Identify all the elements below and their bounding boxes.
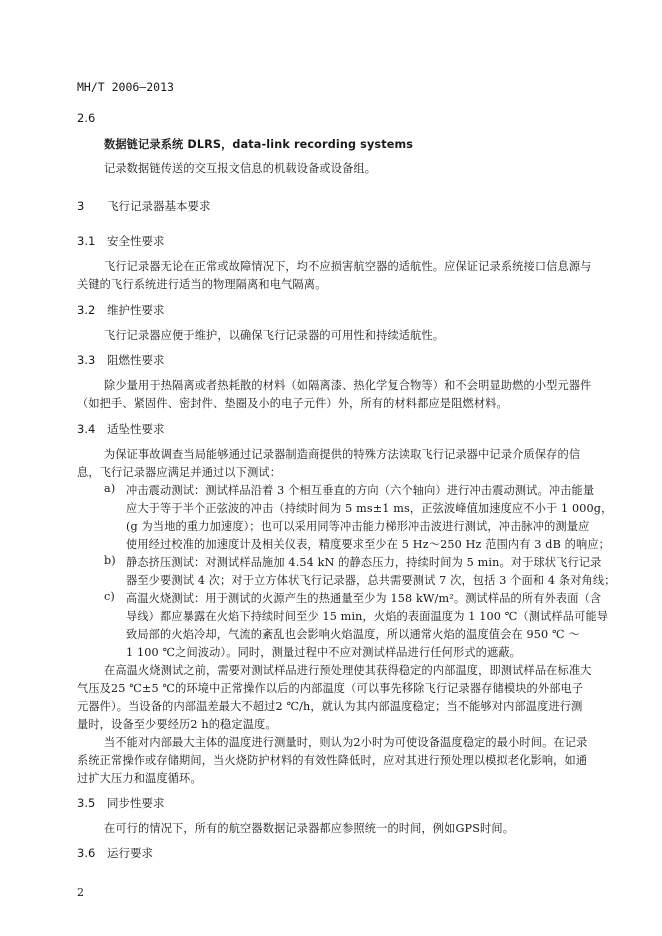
paragraph-line: 在高温火烧测试之前，需要对测试样品进行预处理使其获得稳定的内部温度，即测试样品在标准大	[104, 664, 592, 677]
paragraph-line: 关键的飞行系统进行适当的物理隔离和电气隔离。	[77, 278, 327, 291]
clause-3-6-heading	[77, 845, 153, 861]
paragraph-line: 除少量用于热隔离或者热耗散的材料（如隔离漆、热化学复合物等）和不会明显助燃的小型元器件	[104, 379, 592, 392]
list-marker: c)	[104, 590, 115, 603]
paragraph-line: 息，飞行记录器应满足并通过以下测试：	[77, 466, 282, 479]
standard-code-header: MH/T 2006—2013	[77, 80, 174, 94]
list-marker: b)	[104, 554, 116, 567]
list-item-line: 高温火烧测试：用于测试的火源产生的热通量至少为 158 kW/m²。测试样品的所有外表面（含	[126, 592, 602, 605]
clause-number: 3.2	[77, 303, 96, 317]
list-item-line: 器至少要测试 4 次；对于立方体状飞行记录器，总共需要测试 7 次，包括 3 个面和 4 条对角线；	[126, 574, 616, 587]
paragraph-line: 飞行记录器应便于维护，以确保飞行记录器的可用性和持续适航性。	[104, 329, 445, 342]
section-title: 飞行记录器基本要求	[107, 199, 211, 213]
list-item-line: 静态挤压测试：对测试样品施加 4.54 kN 的静态压力，持续时间为 5 min。对于球状飞行记录	[126, 556, 602, 569]
clause-3-1-heading	[77, 233, 165, 249]
paragraph-line: 气压及25 ℃±5 ℃的环境中正常操作以后的内部温度（可以事先移除飞行记录器存储模块的外部电子	[77, 682, 584, 695]
term-title: 数据链记录系统 DLRS，data-link recording systems	[104, 138, 414, 151]
clause-title: 适坠性要求	[107, 422, 165, 436]
clause-3-2-heading	[77, 302, 165, 318]
clause-3-4-heading	[77, 421, 165, 437]
section-3-heading	[77, 198, 211, 214]
page-number: 2	[77, 886, 84, 899]
paragraph-line: （如把手、紧固件、密封件、垫圈及小的电子元件）外，所有的材料都应是阻燃材料。	[77, 397, 508, 410]
list-item-line: 导线）都应暴露在火焰下持续时间至少 15 min，火焰的表面温度为 1 100 ℃（测试样品可能导	[126, 610, 609, 623]
clause-title: 运行要求	[107, 846, 153, 860]
term-number: 2.6	[77, 111, 96, 125]
list-item-line: (g 为当地的重力加速度）；也可以采用同等冲击能力梯形冲击波进行测试，冲击脉冲的测量应	[126, 520, 590, 533]
list-item-line: 致局部的火焰冷却，气流的紊乱也会影响火焰温度，所以通常火焰的温度值会在 950 ℃ ～	[126, 628, 580, 641]
clause-title: 安全性要求	[107, 234, 165, 248]
list-item-line: 1 100 ℃之间波动）。同时，测量过程中不应对测试样品进行任何形式的遮蔽。	[126, 646, 522, 659]
paragraph-line: 飞行记录器无论在正常或故障情况下，均不应损害航空器的适航性。应保证记录系统接口信息源与	[104, 260, 592, 273]
clause-title: 阻燃性要求	[107, 353, 165, 367]
clause-number: 3.6	[77, 846, 96, 860]
paragraph-line: 量时，设备至少要经历2 h的稳定温度。	[77, 718, 277, 731]
paragraph-line: 在可行的情况下，所有的航空器数据记录器都应参照统一的时间，例如GPS时间。	[104, 822, 515, 835]
clause-3-3-heading	[77, 352, 165, 368]
clause-number: 3.4	[77, 422, 96, 436]
paragraph-line: 元器件）。当设备的内部温差最大不超过2 ℃/h，就认为其内部温度稳定；当不能够对内部温度进行测	[77, 700, 583, 713]
paragraph-line: 当不能对内部最大主体的温度进行测量时，则认为2小时为可使设备温度稳定的最小时间。在记录	[104, 736, 588, 749]
term-definition: 记录数据链传送的交互报文信息的机载设备或设备组。	[104, 162, 377, 175]
paragraph-line: 过扩大压力和温度循环。	[77, 772, 202, 785]
list-item-line: 应大于等于半个正弦波的冲击（持续时间为 5 ms±1 ms，正弦波峰值加速度应不小于 1 000g，	[126, 502, 613, 515]
list-item-line: 冲击震动测试：测试样品沿着 3 个相互垂直的方向（六个轴向）进行冲击震动测试。冲击能量	[126, 484, 595, 497]
paragraph-line: 系统正常操作或存储期间，当火烧防护材料的有效性降低时，应对其进行预处理以模拟老化影响，如通	[77, 754, 588, 767]
clause-number: 3.3	[77, 353, 96, 367]
list-item-line: 使用经过校准的加速度计及相关仪表，精度要求至少在 5 Hz～250 Hz 范围内有 3 dB 的响应；	[126, 538, 611, 551]
clause-title: 同步性要求	[107, 796, 165, 810]
clause-number: 3.5	[77, 796, 96, 810]
clause-title: 维护性要求	[107, 303, 165, 317]
list-marker: a)	[104, 482, 116, 495]
section-number: 3	[77, 199, 85, 213]
paragraph-line: 为保证事故调查当局能够通过记录器制造商提供的特殊方法读取飞行记录器中记录介质保存的信	[104, 448, 581, 461]
clause-3-5-heading	[77, 795, 165, 811]
clause-number: 3.1	[77, 234, 96, 248]
